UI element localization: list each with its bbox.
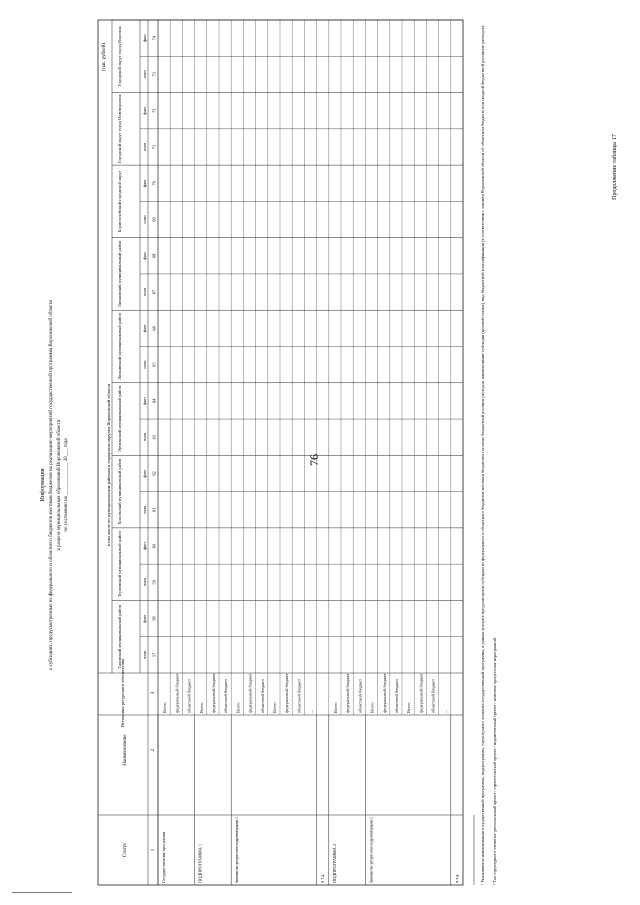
- source-cell: Всего: [406, 702, 412, 713]
- column-number: 58: [151, 616, 157, 621]
- status-cell: Наименование типа структурного элемента государственной программы 1.1: [234, 743, 240, 883]
- column-number: 60: [151, 543, 157, 549]
- title-date: по состоянию на _____________ 20___ года: [64, 438, 69, 532]
- fact-label: факт: [142, 106, 147, 115]
- fact-label: факт: [142, 396, 147, 405]
- continuation-label: Продолжение таблицы 17: [612, 134, 618, 200]
- page-number: 76: [307, 454, 321, 466]
- source-cell: ...: [442, 709, 448, 713]
- column-number: 69: [151, 217, 157, 222]
- source-cell: федеральный бюджет: [418, 673, 424, 713]
- column-number: 67: [151, 289, 157, 295]
- header-status: Статус: [123, 842, 128, 858]
- source-cell: областной бюджет: [296, 679, 302, 713]
- plan-label: план: [142, 650, 147, 659]
- municipality-name: Лискинский муниципальный район: [117, 240, 122, 308]
- source-cell: областной бюджет: [430, 679, 436, 713]
- municipality-name: Терновский муниципальный район: [117, 531, 122, 598]
- source-cell: федеральный бюджет: [345, 673, 351, 713]
- status-cell: ПОДПРОГРАММА 1: [197, 844, 203, 883]
- footnote-1: ¹ Указываются наименования государственной программы, подпрограммы, структурного элемента государственной программы, в рамках которых предусмотрены субсидии из федерального и областного бюджетов местным бюджетам согласно бюджетной росписи расходов, наименование субсидии (целевой статьи), вид бюджетной классификации (в соответствии с законом Воронежской области об областном бюджете или сводной бюджетной росписью расходов).: [480, 50, 485, 885]
- col-num-3: 3: [151, 691, 156, 695]
- plan-label: план: [142, 215, 147, 224]
- column-number: 68: [151, 253, 157, 259]
- source-cell: областной бюджет: [186, 679, 192, 713]
- column-number: 62: [151, 471, 157, 476]
- source-cell: федеральный бюджет: [174, 673, 180, 713]
- plan-label: план: [142, 288, 147, 297]
- municipality-name: Городской округ город Нововоронеж: [117, 94, 122, 164]
- status-cell: Наименование типа структурного элемента государственной программы 2.1: [368, 743, 374, 883]
- source-cell: Всего: [198, 702, 204, 713]
- source-cell: областной бюджет: [357, 679, 363, 713]
- municipality-name: Лискинский муниципальный район: [117, 313, 122, 380]
- fact-label: факт: [142, 614, 147, 623]
- source-cell: федеральный бюджет: [211, 673, 216, 713]
- column-number: 71: [151, 144, 157, 150]
- source-cell: федеральный бюджет: [247, 673, 253, 713]
- source-cell: Всего: [272, 702, 277, 713]
- plan-label: план: [142, 70, 147, 79]
- source-cell: Всего: [333, 702, 338, 713]
- plan-label: план: [142, 505, 147, 514]
- fact-label: факт: [142, 34, 147, 43]
- status-cell: и т.д.: [453, 873, 459, 883]
- source-cell: Всего: [162, 702, 168, 713]
- title-subject: о субсидиях, предусмотренных из федерального и областного бюджетов местным бюджетам на реализацию мероприятий государственной программы Воронежской области: [49, 299, 54, 671]
- plan-label: план: [142, 433, 147, 442]
- title-heading: Информация: [40, 468, 46, 502]
- plan-label: план: [142, 142, 147, 152]
- header-source: Источники ресурсного обеспечения: [120, 658, 125, 728]
- page-footer-line: [12, 892, 72, 894]
- column-number: 74: [151, 35, 157, 41]
- header-name: Наименование: [123, 734, 128, 766]
- fact-label: факт: [142, 469, 147, 478]
- col-num-2: 2: [151, 748, 156, 752]
- column-number: 57: [151, 652, 157, 658]
- units-label: (тыс. рублей): [102, 43, 107, 72]
- municipality-name: Борисоглебский городской округ: [117, 170, 122, 233]
- source-cell: ...: [308, 709, 314, 713]
- column-number: 70: [151, 181, 157, 186]
- column-number: 63: [151, 434, 157, 440]
- municipality-name: Таловский муниципальный район: [117, 604, 122, 669]
- col-num-1: 1: [151, 848, 156, 852]
- title-region: в разрезе муниципальных образований Воронежской области: [57, 419, 62, 551]
- source-cell: Всего: [369, 702, 375, 713]
- plan-label: план: [142, 578, 147, 587]
- fact-label: факт: [142, 324, 147, 333]
- status-cell: и т.д.: [319, 873, 325, 883]
- footnote-2: ² Тип структурного элемента: региональный проект / стратегический проект / ведомственный проект / комплекс процессных мероприятий.: [492, 636, 497, 885]
- plan-label: план: [142, 360, 147, 369]
- municipality-name: Эртильский муниципальный район: [117, 386, 122, 453]
- column-number: 72: [151, 108, 157, 113]
- status-cell: Государственная программа: [161, 831, 166, 883]
- source-cell: областной бюджет: [394, 679, 399, 713]
- municipality-headers: [117, 25, 157, 668]
- column-number: 59: [151, 580, 157, 585]
- municipality-name: Хохольский муниципальный район: [117, 458, 122, 525]
- source-cell: Всего: [235, 702, 241, 713]
- source-cell: федеральный бюджет: [381, 673, 387, 713]
- municipality-name: Городской округ город Воронеж: [117, 26, 122, 87]
- fact-label: факт: [142, 251, 147, 260]
- header-municipal-group: в том числе по муниципальным районам и городским округам Воронежской области: [106, 383, 111, 547]
- source-cell: областной бюджет: [223, 679, 229, 713]
- column-number: 65: [151, 362, 157, 367]
- column-number: 61: [151, 507, 157, 512]
- column-number: 73: [151, 72, 157, 77]
- source-cell: областной бюджет: [259, 679, 265, 713]
- column-number: 66: [151, 326, 157, 331]
- source-cell: федеральный бюджет: [284, 673, 290, 713]
- fact-label: факт: [142, 542, 147, 551]
- fact-label: факт: [142, 179, 147, 188]
- status-cell: ПОДПРОГРАММА 2: [331, 844, 337, 883]
- column-number: 64: [151, 398, 157, 404]
